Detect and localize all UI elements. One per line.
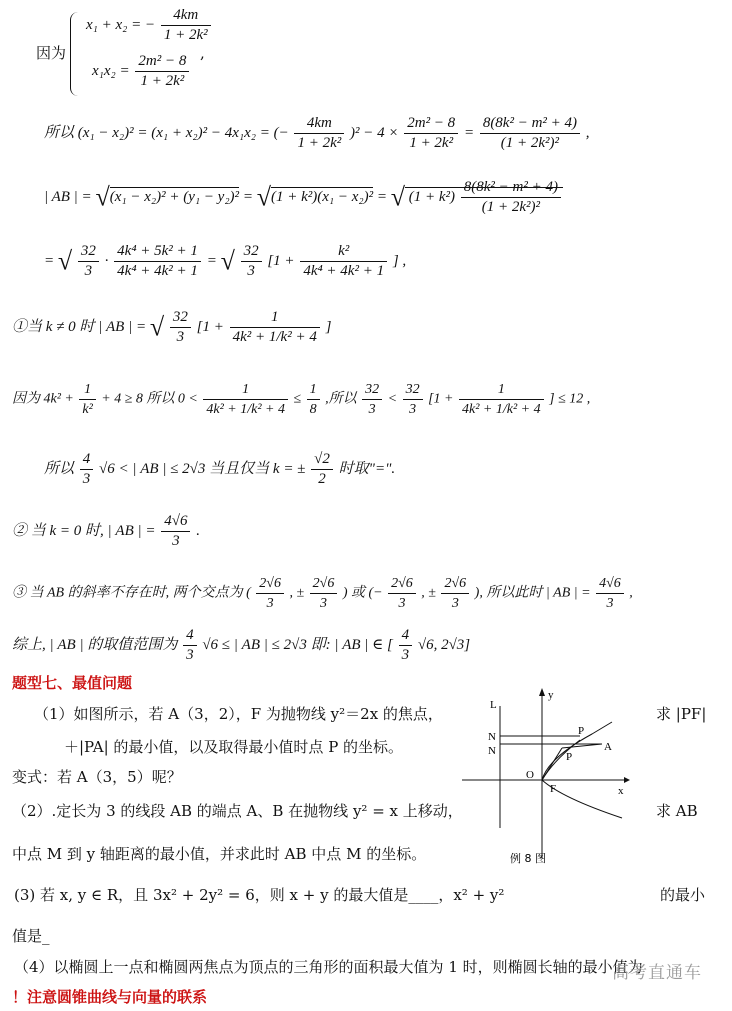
variant-line: 变式：若 A（3，5）呢？	[12, 768, 182, 786]
label-y: y	[548, 689, 554, 701]
problem-2-line-2: 中点 M 到 y 轴距离的最小值，并求此时 AB 中点 M 的坐标。	[12, 845, 427, 863]
section-heading-type-7: 题型七、最值问题	[12, 674, 133, 692]
problem-2-line-1: （2）.定长为 3 的线段 AB 的端点 A、B 在抛物线 y² = x 上移动，	[12, 802, 463, 820]
note-vector-relation: ！注意圆锥曲线与向量的联系	[12, 988, 208, 1006]
inequality-line: 因为 4k² + $\frac{1}{\text{k²}}$ + 4 ≥ 8 所以 0 < $\frac{1}{\text{4k² + 1/k² + 4}}$ ≤ $\frac{1}{8}$ ,所以 $\frac{32}{3}$ < $\frac{32}{3}$ [1 + $\frac{1}{\text{4k² + 1/k² + 4}}$ ] ≤ 12 ,	[12, 382, 591, 417]
label-P1: P	[578, 725, 585, 737]
chord-length-simplified: = √ $\frac{32}{3}$ · $\frac{\text{4k⁴ + 5k² + 1}}{\text{4k⁴ + 4k² + 1}}$ = √ $\frac{32}{3}$ [1 + $\frac{\text{k²}}{\text{4k⁴ + 4k² + 1}}$ ] ,	[44, 243, 407, 279]
problem-1-line-2: ＋|PA| 的最小值，以及取得最小值时点 P 的坐标。	[64, 738, 404, 756]
label-L: L	[490, 699, 497, 711]
range-conclusion-line: 所以 $\frac{4}{3}$ √6 < | AB | ≤ 2√3 当且仅当 k = ± $\frac{√2}{2}$ 时取"=".	[44, 451, 396, 487]
summary-line: 综上, | AB | 的取值范围为 $\frac{4}{3}$ √6 ≤ | AB | ≤ 2√3 即: | AB | ∈ [ $\frac{4}{3}$ √6, 2√3]	[12, 627, 471, 663]
left-brace	[70, 12, 81, 96]
system-equation-2: x₁x₂ = $\frac{\text{2m² − 8}}{\text{1 + 2k²}}$	[92, 52, 191, 91]
problem-2-line-1-right: 求 AB	[656, 802, 698, 820]
figure-caption: 例 8 图	[510, 852, 546, 865]
segment-p-a	[562, 744, 602, 748]
problem-3-line-1-right: 的最小	[660, 886, 706, 904]
segment-f-p	[542, 748, 562, 780]
label-N2: N	[488, 745, 496, 757]
problem-1-line-1: （1）如图所示，若 A（3，2），F 为抛物线 y²＝2x 的焦点，	[34, 705, 443, 723]
label-N1: N	[488, 731, 496, 743]
watermark-text: 高考直通车	[612, 963, 702, 983]
parabola-figure	[462, 688, 632, 868]
problem-4-line-1: （4）以椭圆上一点和椭圆两焦点为顶点的三角形的面积最大值为 1 时，则椭圆长轴的最小值为	[14, 958, 643, 976]
problem-1-line-1-right: 求 |PF|	[656, 705, 707, 723]
case-3-line: ③ 当 AB 的斜率不存在时, 两个交点为 ( $\frac{2√6}{3}$ , ± $\frac{2√6}{3}$ ) 或 (− $\frac{2√6}{3}$ , ± $\frac{2√6}{3}$ ), 所以此时 | AB | = $\frac{4√6}{3}$ ,	[12, 576, 633, 611]
difference-square-line: 所以 (x₁ − x₂)² = (x₁ + x₂)² − 4x₁x₂ = (− $\frac{4km}{\text{1 + 2k²}}$ )² − 4 × $\frac{\text{2m² − 8}}{\text{1 + 2k²}}$ = $\frac{\text{8(8k² − m² + 4)}}{\text{(1 + 2k²)²}}$ ,	[44, 115, 590, 151]
label-O: O	[526, 769, 534, 781]
chord-length-line: | AB | = √(x₁ − x₂)² + (y₁ − y₂)² = √(1 + k²)(x₁ − x₂)² = √ (1 + k²) $\frac{\text{8(8k² − m² + 4)}}{\text{(1 + 2k²)²}}$	[44, 178, 563, 217]
label-A: A	[604, 741, 612, 753]
y-axis-arrow-icon	[539, 688, 545, 696]
problem-3-line-2: 值是_	[12, 927, 50, 945]
label-P2: P	[566, 751, 573, 763]
x-axis-arrow-icon	[624, 777, 630, 783]
case-2-line: ② 当 k = 0 时, | AB | = $\frac{4√6}{3}$ .	[12, 513, 200, 549]
problem-3-line-1: (3) 若 x, y ∈ R，且 3x² + 2y² = 6，则 x + y 的最大值是____，x² + y²	[14, 886, 505, 904]
because-label: 因为	[36, 44, 67, 62]
system-equation-1: x₁ + x₂ = − $\frac{4km}{\text{1 + 2k²}}$	[86, 6, 213, 45]
label-F: F	[550, 783, 557, 795]
parabola-upper-branch	[542, 740, 580, 780]
case-1-line: ①当 k ≠ 0 时 | AB | = √ $\frac{32}{3}$ [1 + $\frac{1}{\text{4k² + 1/k² + 4}}$ ]	[12, 309, 332, 345]
system-comma: ,	[200, 44, 205, 62]
label-x: x	[618, 785, 624, 797]
